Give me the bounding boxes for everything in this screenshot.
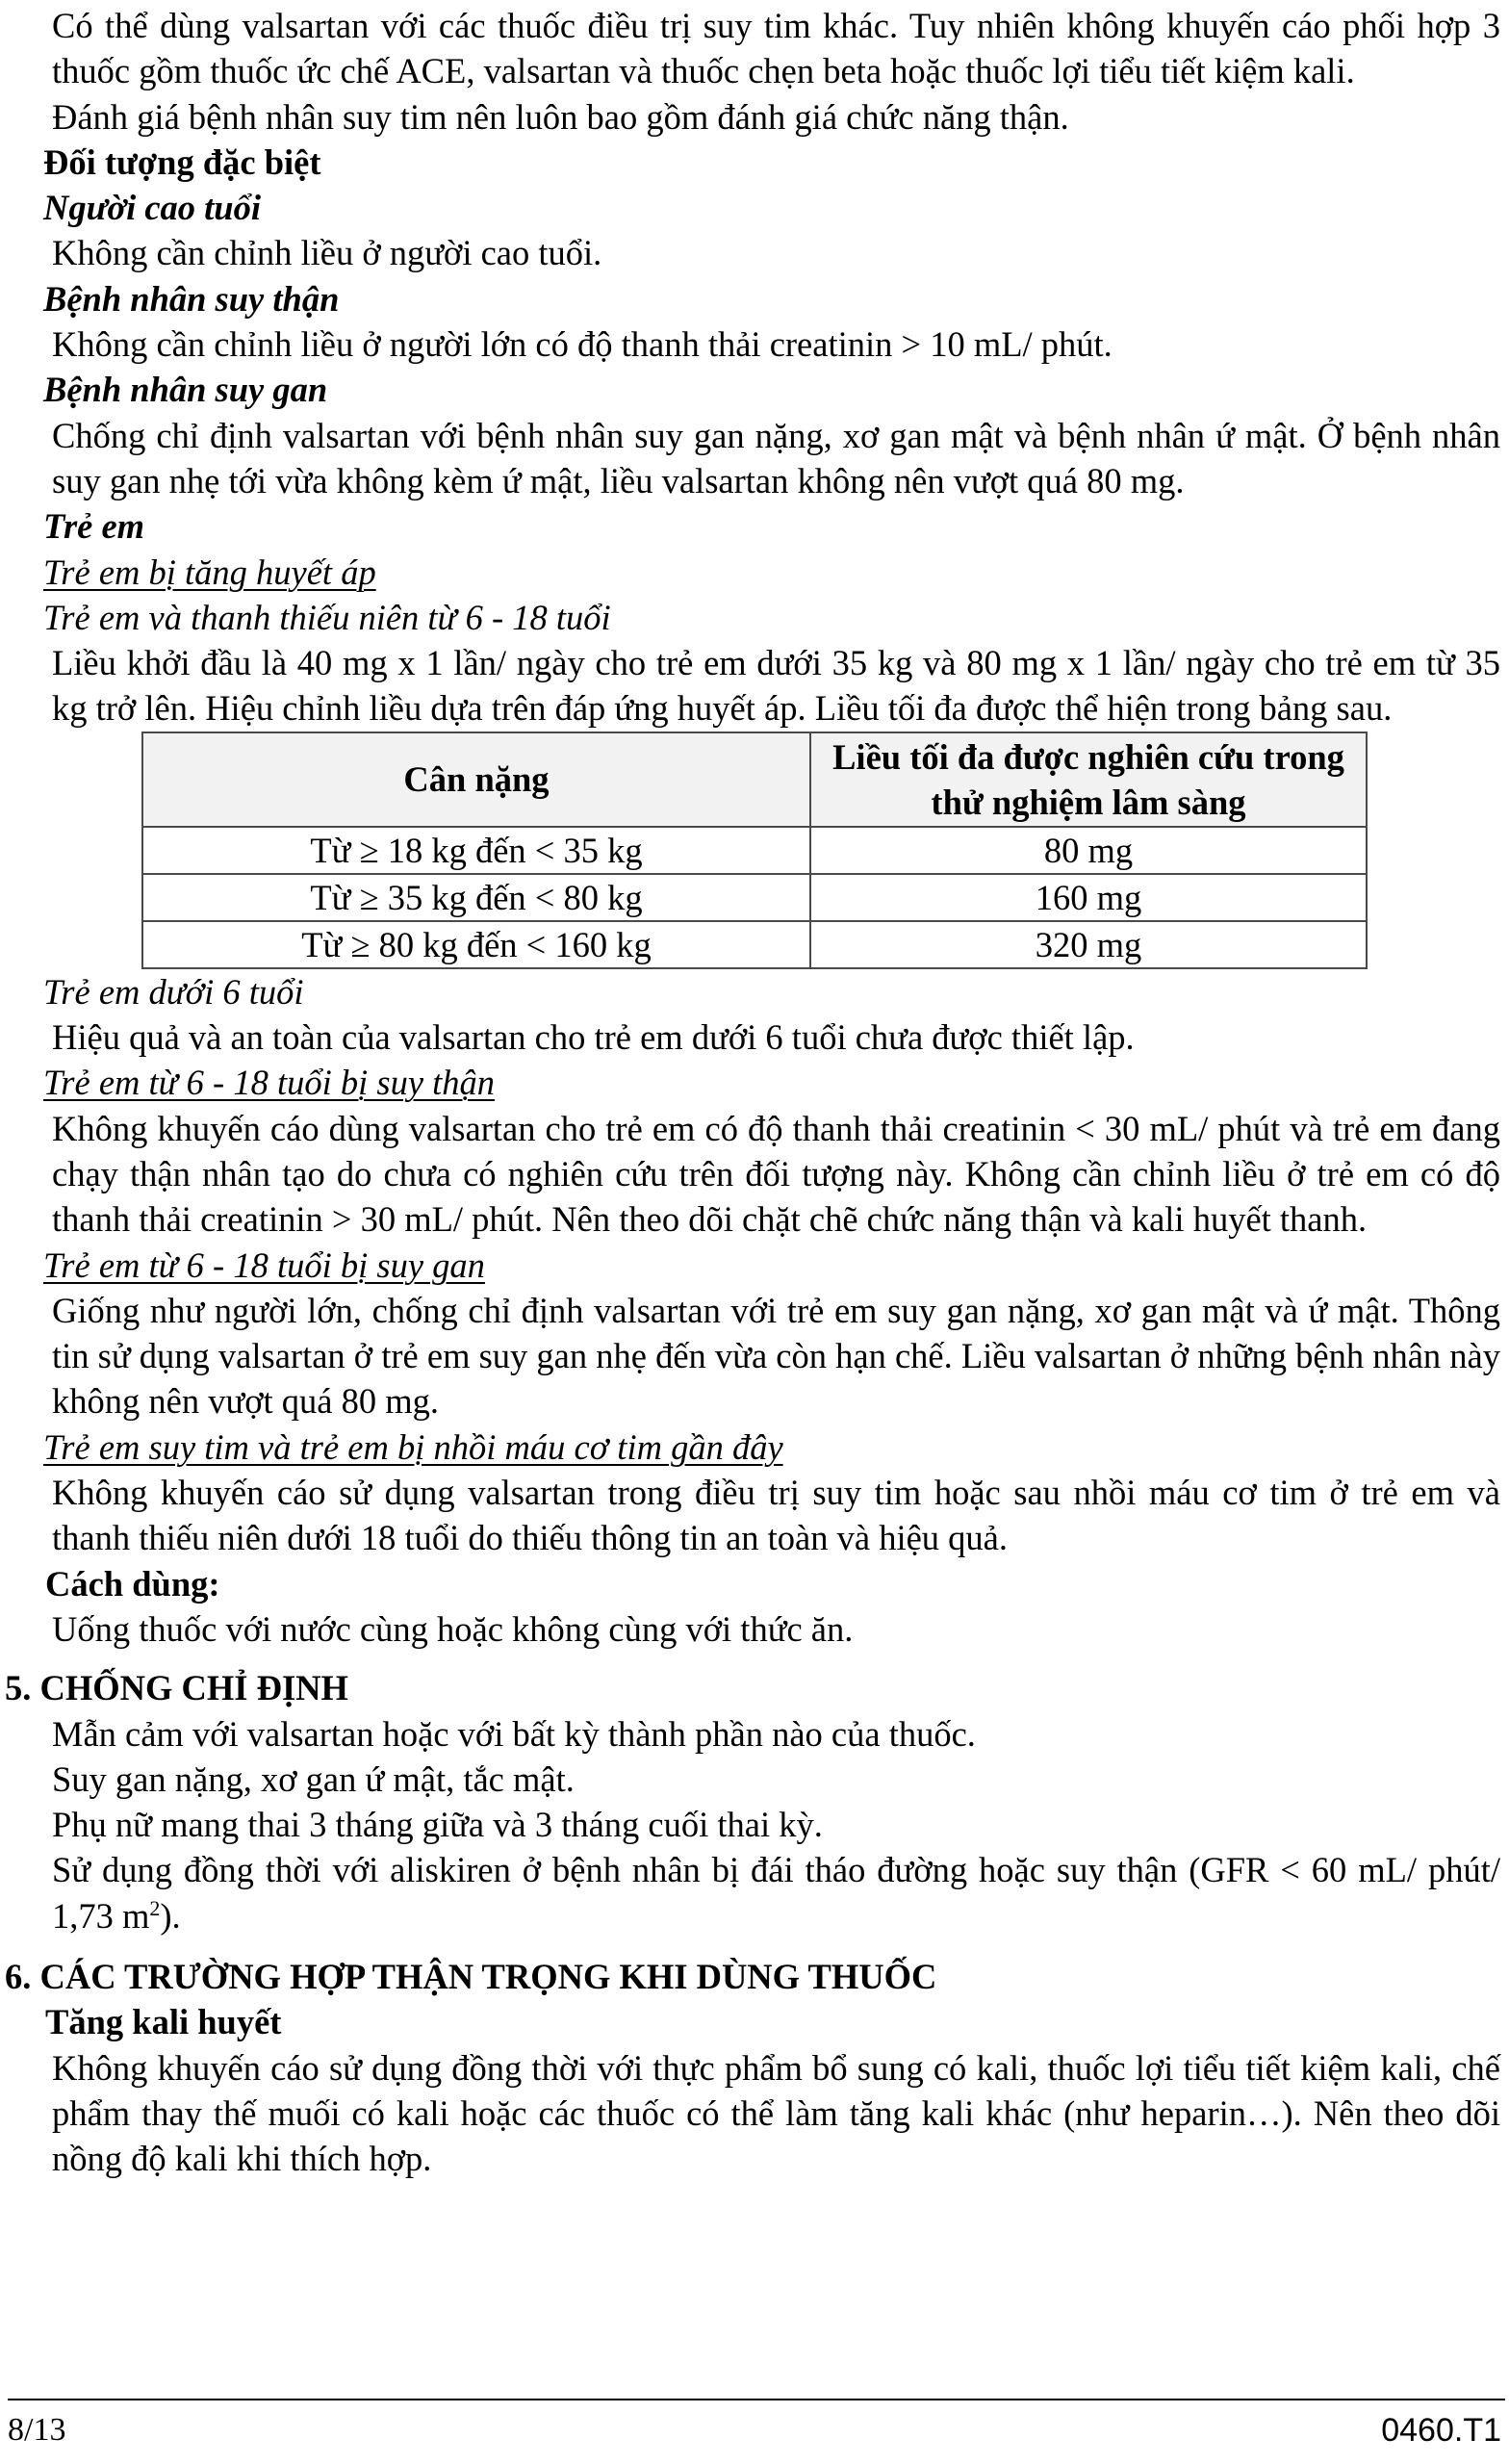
section-6-heading: 6. CÁC TRƯỜNG HỢP THẬN TRỌNG KHI DÙNG THUỐC — [5, 1956, 937, 1996]
squared-superscript: 2 — [149, 1895, 161, 1920]
weight-cell: Từ ≥ 18 kg đến < 35 kg — [142, 827, 810, 874]
children-heart-failure-heading-text: Trẻ em suy tim và trẻ em bị nhồi máu cơ tim gần đây — [43, 1426, 783, 1467]
children-heading: Trẻ em — [43, 506, 145, 547]
elderly-text: Không cần chỉnh liều ở người cao tuổi. — [52, 233, 602, 273]
contraindication-item: Phụ nữ mang thai 3 tháng giữa và 3 tháng cuối thai kỳ. — [52, 1805, 823, 1845]
table-header-row — [142, 732, 1367, 827]
under-6-heading: Trẻ em dưới 6 tuổi — [43, 971, 304, 1012]
hepatic-impairment-heading: Bệnh nhân suy gan — [43, 370, 328, 410]
footer-divider — [8, 2399, 1505, 2400]
under-6-text: Hiệu quả và an toàn của valsartan cho trẻ em dưới 6 tuổi chưa được thiết lập. — [52, 1017, 1135, 1058]
children-6-18-heading: Trẻ em và thanh thiếu niên từ 6 - 18 tuổi — [43, 597, 611, 637]
renal-impairment-heading: Bệnh nhân suy thận — [43, 278, 340, 319]
children-hepatic-heading — [0, 1243, 1509, 1288]
dose-cell: 320 mg — [810, 921, 1367, 968]
document-code: 0460.T1 — [1381, 2412, 1501, 2449]
usage-heading: Cách dùng: — [45, 1563, 220, 1604]
children-heart-failure-text: Không khuyến cáo sử dụng valsartan trong điều trị suy tim hoặc sau nhồi máu cơ tim ở trẻ em và thanh thiếu niên dưới 18 tuổi do thiếu thông tin an toàn và hiệu quả. — [52, 1473, 1500, 1558]
elderly-heading: Người cao tuổi — [43, 188, 261, 228]
contraindication-item-aliskiren — [0, 1847, 1509, 1938]
document-body — [0, 3, 1509, 2181]
section-5-heading: 5. CHỐNG CHỈ ĐỊNH — [5, 1668, 348, 1708]
hyperkalemia-heading: Tăng kali huyết — [45, 2002, 282, 2042]
max-dose-column-header: Liều tối đa được nghiên cứu trong thử nghiệm lâm sàng — [810, 732, 1367, 827]
hepatic-impairment-text: Chống chỉ định valsartan với bệnh nhân suy gan nặng, xơ gan mật và bệnh nhân ứ mật. Ở bệnh nhân suy gan nhẹ tới vừa không kèm ứ mật, liều valsartan không nên vượt quá 80 mg. — [52, 415, 1500, 500]
renal-assessment-paragraph: Đánh giá bệnh nhân suy tim nên luôn bao gồm đánh giá chức năng thận. — [52, 96, 1069, 137]
weight-cell: Từ ≥ 80 kg đến < 160 kg — [142, 921, 810, 968]
aliskiren-text: Sử dụng đồng thời với aliskiren ở bệnh nhân bị đái tháo đường hoặc suy thận (GFR < 60 mL/ phút/ 1,73 m — [52, 1850, 1500, 1936]
children-heart-failure-heading — [0, 1424, 1509, 1470]
special-populations-heading — [0, 140, 1509, 185]
dose-cell: 160 mg — [810, 874, 1367, 921]
children-hepatic-text: Giống như người lớn, chống chỉ định valsartan với trẻ em suy gan nặng, xơ gan mật và ứ mật. Thông tin sử dụng valsartan ở trẻ em suy gan nhẹ đến vừa còn hạn chế. Liều valsartan ở những bệnh nhân này không nên vượt quá 80 mg. — [52, 1290, 1500, 1422]
weight-cell: Từ ≥ 35 kg đến < 80 kg — [142, 874, 810, 921]
page-number: 8/13 — [8, 2412, 66, 2448]
aliskiren-text-end: ). — [160, 1895, 181, 1936]
hyperkalemia-text: Không khuyến cáo sử dụng đồng thời với thực phẩm bổ sung có kali, thuốc lợi tiểu tiết kiệm kali, chế phẩm thay thế muối có kali hoặc các thuốc có thể làm tăng kali khác (như heparin…). Nên theo dõi nồng độ kali khi thích hợp. — [52, 2047, 1500, 2179]
contraindication-item: Mẫn cảm với valsartan hoặc với bất kỳ thành phần nào của thuốc. — [52, 1713, 976, 1754]
table-row — [142, 921, 1367, 968]
children-hepatic-heading-text: Trẻ em từ 6 - 18 tuổi bị suy gan — [43, 1245, 485, 1285]
dose-cell: 80 mg — [810, 827, 1367, 874]
children-hypertension-heading — [0, 550, 1509, 595]
children-renal-heading-text: Trẻ em từ 6 - 18 tuổi bị suy thận — [43, 1063, 496, 1103]
max-dose-table — [141, 732, 1368, 969]
table-row — [142, 827, 1367, 874]
table-row — [142, 874, 1367, 921]
children-hypertension-heading-text: Trẻ em bị tăng huyết áp — [43, 552, 376, 592]
children-6-18-dosing-text: Liều khởi đầu là 40 mg x 1 lần/ ngày cho trẻ em dưới 35 kg và 80 mg x 1 lần/ ngày cho trẻ em từ 35 kg trở lên. Hiệu chỉnh liều dựa trên đáp ứng huyết áp. Liều tối đa được thể hiện trong bảng sau. — [52, 643, 1500, 729]
renal-impairment-text: Không cần chỉnh liều ở người lớn có độ thanh thải creatinin > 10 mL/ phút. — [52, 324, 1113, 365]
children-renal-heading — [0, 1060, 1509, 1105]
contraindication-item: Suy gan nặng, xơ gan ứ mật, tắc mật. — [52, 1758, 575, 1799]
usage-text: Uống thuốc với nước cùng hoặc không cùng với thức ăn. — [52, 1608, 854, 1649]
children-renal-text: Không khuyến cáo dùng valsartan cho trẻ em có độ thanh thải creatinin < 30 mL/ phút và trẻ em đang chạy thận nhân tạo do chưa có nghiên cứu trên đối tượng này. Không cần chỉnh liều ở trẻ em có độ thanh thải creatinin > 30 mL/ phút. Nên theo dõi chặt chẽ chức năng thận và kali huyết thanh. — [52, 1108, 1500, 1240]
heart-failure-combination-paragraph: Có thể dùng valsartan với các thuốc điều trị suy tim khác. Tuy nhiên không khuyến cáo phối hợp 3 thuốc gồm thuốc ức chế ACE, valsartan và thuốc chẹn beta hoặc thuốc lợi tiểu tiết kiệm kali. — [52, 6, 1500, 91]
special-populations-heading-text: Đối tượng đặc biệt — [43, 141, 321, 182]
weight-column-header: Cân nặng — [142, 732, 810, 827]
